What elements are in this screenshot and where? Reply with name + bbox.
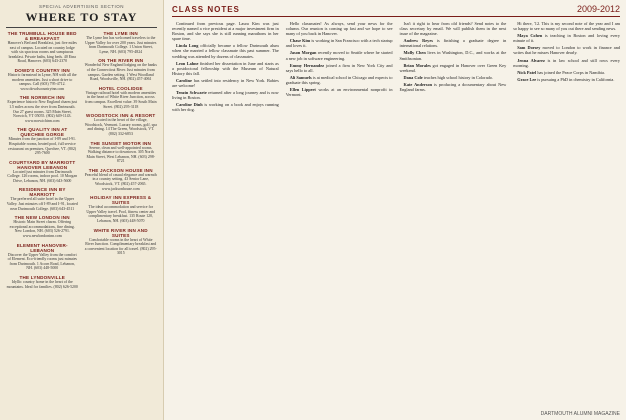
listing-entry: [6, 31, 79, 64]
note-paragraph: [172, 90, 279, 100]
classmate-name: Brian Morales: [403, 62, 433, 68]
note-text: returned after a long journey and is now living in Boston.: [172, 90, 279, 101]
classmate-name: Dana Cole: [403, 74, 424, 80]
classmate-name: Tenzin Schwarte: [176, 90, 209, 96]
listing-body: Vintage railroad hotel with modern amenities in the heart of White River Junction, across from campus. Excellent value. 39 South Main Street. (802) 295-3118: [84, 90, 157, 109]
note-paragraph: [286, 21, 393, 36]
classmate-name: Jason Morgan: [289, 50, 318, 56]
note-paragraph: [513, 33, 620, 43]
note-text: is working on a book and enjoys running with her dog.: [172, 102, 279, 113]
note-text: finished her dissertation in June and starts as a postdoctoral fellowship with the Museum of Natural History this fall.: [172, 60, 279, 76]
note-paragraph: [513, 70, 620, 75]
note-paragraph: [400, 21, 507, 36]
note-text: recently moved to Seattle where he started a new job in software engineering.: [285, 50, 393, 61]
listing-heading: THE NEW LONDON INN: [14, 215, 70, 221]
note-paragraph: [172, 61, 279, 76]
notes-column-2: [286, 21, 393, 115]
listing-body: Idyllic country home in the heart of the mountains. Ideal for families. (802) 626-5200: [6, 280, 78, 289]
listing-heading: DOWD'S COUNTRY INN: [14, 67, 70, 73]
class-years: 2009-2012: [576, 4, 620, 14]
listing-heading: WHITE RIVER INN AND SUITES: [93, 227, 148, 238]
listing-column-2: [85, 31, 158, 293]
note-paragraph: [286, 75, 393, 85]
listing-body: The ideal accommodation and service for Upper Valley travel. Pool, fitness center and complimentary breakfast. 135 Route 120, Lebanon, NH. (603) 448-5070: [86, 205, 156, 224]
note-text: got engaged in Hanover over Green Key weekend.: [399, 62, 507, 73]
listing-body: Minutes from the junction of I-89 and I-91. Hospitable rooms, heated pool, full service restaurant on premises. Quechee, VT. (802) 295-7600: [8, 137, 77, 156]
listing-column-1: [6, 31, 79, 293]
note-text: moved to London to work in finance and writes that he misses Hanover dearly.: [513, 45, 620, 56]
listing-body: Serene, clean and well-appointed rooms. Walking distance to downtown. 305 North Main Street, West Lebanon, NH. (603) 298-8721: [86, 145, 155, 164]
listing-body: Experience historic New England charm just 1.5 miles across the river from Dartmouth. Our 27 guest rooms. 325 Main Street, Norwich, VT 05055. (802) 649-1143. www.norwichinn.com: [7, 100, 78, 123]
classmate-name: Emmy Hernandez: [289, 62, 326, 68]
note-paragraph: [513, 58, 620, 68]
listing-entry: [6, 95, 79, 123]
classmate-name: Grace Lee: [517, 76, 538, 82]
note-paragraph: [400, 50, 507, 60]
classmate-name: Leon Lahne: [176, 60, 200, 66]
note-paragraph: [172, 21, 279, 41]
listing-body: Peaceful blend of casual elegance and warmth in a country setting. 43 Senior Lane, Woodstock, VT. (802) 457-2065. www.jacksonhouse.com: [84, 172, 157, 191]
listing-entry: [6, 68, 79, 91]
classmate-name: Kate Anderson: [403, 81, 434, 87]
listing-entry: [6, 127, 79, 155]
listing-body: Located in the heart of the village, Woodstock, Vermont. Luxury rooms, golf, spa and dining. 14 The Green, Woodstock, VT. (802) 332-6853: [84, 118, 157, 136]
listing-entry: [85, 113, 158, 136]
listing-body: Historic farmstead in Lyme, NH with all the modern amenities. Just a short drive to campus. Call (603) 795-4712. www.dowdscountryinn.com: [7, 72, 77, 91]
listing-entry: [6, 160, 79, 184]
classmate-name: Molly Chen: [403, 50, 428, 56]
note-text: has joined the Peace Corps in Namibia.: [537, 69, 605, 75]
where-to-stay-panel: [0, 0, 164, 420]
classmate-name: Ali Samuels: [289, 74, 313, 80]
note-text: is teaching in Boston and loving every minute of it.: [513, 33, 620, 44]
listing-heading: THE NORWICH INN: [19, 95, 65, 101]
listing-body: Hanover's Bed and Breakfast, just five miles east of campus. Located on country lodge with six spacious rooms and sumptuous breakfast. Private baths, king beds. 40 Etna Road, Hanover. (603) 643-2370: [7, 41, 77, 64]
note-paragraph: [400, 63, 507, 73]
note-text: joined a firm in New York City and says hello to all.: [285, 62, 393, 73]
listing-heading: THE QUALITY INN AT QUECHEE GORGE: [17, 127, 68, 138]
note-text: works at an environmental nonprofit in Vermont.: [285, 87, 393, 98]
listing-heading: HOLIDAY INN EXPRESS & SUITES: [90, 195, 152, 206]
listing-entry: [6, 243, 79, 271]
panel-title: WHERE TO STAY: [6, 10, 157, 28]
classmate-name: Nick Patel: [517, 69, 538, 75]
note-paragraph: [172, 78, 279, 88]
note-text: Isn't it right to hear from old friends? Send notes to the class secretary by email. We will publish them in the next issue of the magazine.: [399, 21, 507, 37]
notes-column-4: [513, 21, 620, 115]
note-paragraph: [172, 43, 279, 58]
listing-entry: [85, 31, 158, 54]
note-paragraph: [286, 63, 393, 73]
classmate-name: Sam Dorsey: [517, 45, 543, 51]
listing-entry: [85, 141, 158, 164]
note-paragraph: [400, 75, 507, 80]
classmate-name: Maya Cohen: [517, 33, 545, 39]
note-text: Hi there, '12. This is my second note of the year and I am so happy to see so many of you out there and sending news.: [513, 21, 620, 32]
classmate-name: Ellen Lippert: [289, 87, 319, 93]
listing-entry: [6, 215, 79, 238]
note-paragraph: [513, 21, 620, 31]
note-text: officially became a fellow Dartmouth alum when she married a fellow classmate this past summer. The wedding was attended by dozens of classmates.: [172, 43, 279, 59]
listing-heading: WOODSTOCK INN & RESORT: [86, 113, 156, 119]
classmate-name: Chase Kim: [289, 38, 312, 44]
notes-column-1: [172, 21, 279, 115]
note-text: is finishing a graduate degree in international relations.: [399, 38, 507, 49]
listing-heading: HOTEL COOLIDGE: [98, 85, 143, 91]
note-text: Continued from previous page. Laura Kim was just recently named a vice president at a major investment firm in Boston, and she says she is still running marathons in her spare time.: [172, 21, 279, 42]
note-text: lives in Washington, D.C., and works at the Smithsonian.: [399, 50, 507, 61]
note-paragraph: [513, 45, 620, 55]
listing-entry: [6, 187, 79, 211]
note-text: is producing a documentary about New England farms.: [399, 81, 507, 93]
listing-body: The preferred all suite hotel in the Upper Valley. Just minutes off I-89 and I-91, located near Dartmouth College. (603) 643-4511: [6, 197, 78, 211]
note-paragraph: [513, 77, 620, 82]
note-text: Hello classmates! As always, send your news for the column. Our reunion is coming up fast and we hope to see many of you back in Hanover.: [285, 21, 393, 37]
listing-body: The Lyme Inn has welcomed travelers to the Upper Valley for over 200 years. Just minutes from Dartmouth College. 1 Union Street, Lyme, NH. (603) 795-4824: [85, 36, 157, 54]
notes-column-3: [400, 21, 507, 115]
listing-body: Wonderful New England lodging on the banks of the Connecticut River. Just minutes from campus. Garden setting. 1 West Woodland Road, Woodsville, NH. (802) 457-4061: [84, 63, 157, 82]
note-paragraph: [286, 87, 393, 97]
note-paragraph: [286, 38, 393, 48]
note-paragraph: [400, 82, 507, 92]
advertising-tag: SPECIAL ADVERTISING SECTION: [38, 4, 125, 9]
classmate-name: Andrew Reyes: [403, 38, 437, 44]
listing-heading: ON THE RIVER INN: [98, 58, 144, 64]
section-header: [172, 4, 620, 17]
listing-entry: [85, 86, 158, 109]
note-text: is working in San Francisco with a tech startup and loves it.: [285, 38, 393, 49]
page-footer: DARTMOUTH ALUMNI MAGAZINE: [540, 411, 620, 417]
listing-heading: THE LYNDONVILLE: [19, 275, 65, 280]
listing-heading: THE LYME INN: [103, 31, 138, 36]
listing-entry: [6, 275, 79, 289]
listing-heading: THE SUNSET MOTOR INN: [90, 140, 152, 146]
section-title: CLASS NOTES: [172, 5, 240, 14]
note-text: is in law school and still rows every morning.: [513, 57, 620, 68]
listing-heading: ELEMENT HANOVER-LEBANON: [16, 242, 68, 253]
note-text: is pursuing a PhD in chemistry in California.: [537, 76, 615, 82]
listing-heading: THE JACKSON HOUSE INN: [88, 167, 153, 173]
listing-body: Located just minutes from Dartmouth College. 126 rooms, indoor pool. 10 Morgan Drive, Lebanon, NH. (603) 643-5600: [7, 169, 78, 183]
note-paragraph: [400, 38, 507, 48]
listing-heading: RESIDENCE INN BY MARRIOTT: [18, 187, 66, 198]
classmate-name: Jenna Alvarez: [517, 57, 548, 63]
note-text: has settled into residency in New York. Babies are welcome!: [172, 77, 279, 89]
listing-body: Historic Main Street charm. Offering exceptional accommodations, fine dining. New London, NH. (603) 526-2791. www.newlondoninn.com: [9, 220, 75, 239]
listing-entry: [85, 195, 158, 223]
classmate-name: Linda Long: [176, 43, 201, 49]
note-paragraph: [172, 102, 279, 112]
listing-entry: [85, 228, 158, 256]
listing-entry: [85, 168, 158, 191]
listing-heading: THE TRUMBULL HOUSE BED & BREAKFAST: [7, 31, 77, 41]
classmate-name: Caroline Dinh: [176, 102, 205, 108]
note-text: is at medical school in Chicago and expects to graduate this spring.: [285, 74, 393, 85]
listing-heading: COURTYARD BY MARRIOTT HANOVER LEBANON: [9, 159, 76, 170]
listing-entry: [85, 58, 158, 81]
classmate-name: Caroline: [176, 77, 194, 83]
listing-body: Comfortable rooms in the heart of White River Junction. Complimentary breakfast and a convenient location for all travel. (802) 295-3015: [84, 237, 157, 256]
listing-body: Discover the Upper Valley from the comfort of Element. Eco-friendly rooms just minutes from Dartmouth. 1 Acorn Road, Lebanon, NH. (603) 448-5000: [7, 252, 77, 271]
class-notes-page: [168, 0, 626, 420]
note-paragraph: [286, 50, 393, 60]
note-text: teaches high school history in Colorado.: [423, 74, 494, 80]
